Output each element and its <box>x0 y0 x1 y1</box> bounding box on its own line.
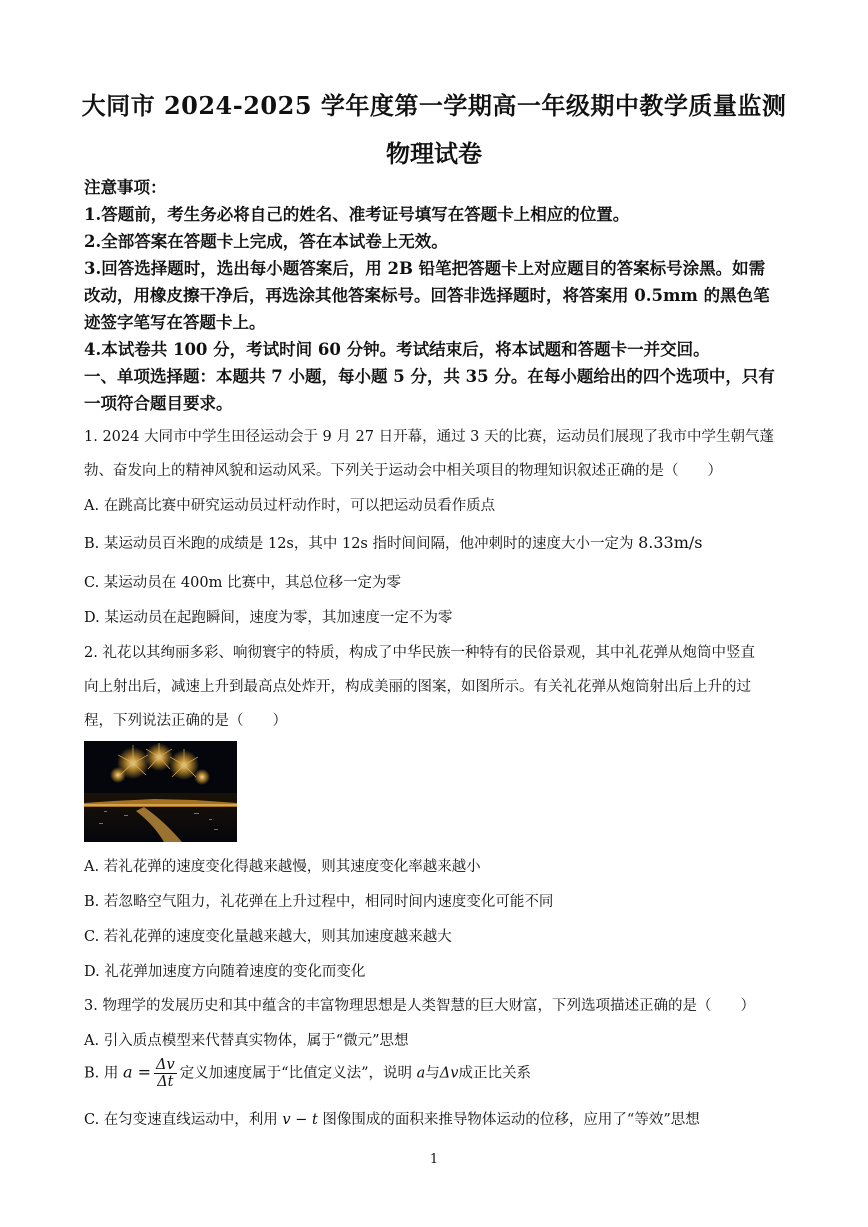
q1-option-b-value: 8.33m/s <box>638 533 703 552</box>
q1-option-c: C. 某运动员在 400m 比赛中，其总位移一定为零 <box>84 575 401 591</box>
q2-option-d: D. 礼花弹加速度方向随着速度的变化而变化 <box>84 964 366 980</box>
q3-option-b <box>84 1057 531 1090</box>
q3-option-b-symbol-a: a <box>416 1065 426 1082</box>
q1-option-b <box>84 532 703 553</box>
fireworks-illustration <box>84 741 237 842</box>
q1-stem-line-1: 1. 2024 大同市中学生田径运动会于 9 月 27 日开幕，通过 3 天的比赛，运动员们展现了我市中学生朝气蓬 <box>84 429 775 445</box>
q1-option-b-text: B. 某运动员百米跑的成绩是 12s，其中 12s 指时间间隔，他冲刺时的速度大小一定为 <box>84 536 634 552</box>
notice-item-3-line-3: 迹签字笔写在答题卡上。 <box>84 313 266 332</box>
section-heading-line-2: 一项符合题目要求。 <box>84 394 233 413</box>
q2-stem-line-1: 2. 礼花以其绚丽多彩、响彻寰宇的特质，构成了中华民族一种特有的民俗景观，其中礼花弹从炮筒中竖直 <box>84 645 755 661</box>
q2-option-b: B. 若忽略空气阻力，礼花弹在上升过程中，相同时间内速度变化可能不同 <box>84 894 554 910</box>
notice-item-2: 2.全部答案在答题卡上完成，答在本试卷上无效。 <box>84 232 448 251</box>
q1-stem-line-2: 勃、奋发向上的精神风貌和运动风采。下列关于运动会中相关项目的物理知识叙述正确的是（ ） <box>84 463 722 479</box>
q1-option-d: D. 某运动员在起跑瞬间，速度为零，其加速度一定不为零 <box>84 610 453 626</box>
q3-option-b-prefix: B. 用 <box>84 1065 119 1082</box>
q3-option-c <box>84 1108 700 1129</box>
q3-option-c-vt: v − t <box>282 1112 318 1128</box>
q3-formula-denominator: Δt <box>157 1074 174 1090</box>
exam-title: 大同市 2024-2025 学年度第一学期高一年级期中教学质量监测 <box>81 91 787 120</box>
q3-stem: 3. 物理学的发展历史和其中蕴含的丰富物理思想是人类智慧的巨大财富，下列选项描述正确的是（ ） <box>84 998 755 1014</box>
notice-item-3-line-2: 改动，用橡皮擦干净后，再选涂其他答案标号。回答非选择题时，将答案用 0.5mm 的黑色笔 <box>84 286 770 305</box>
q3-option-c-prefix: C. 在匀变速直线运动中，利用 <box>84 1112 278 1128</box>
q3-option-b-middle: 定义加速度属于“比值定义法”，说明 <box>179 1065 413 1082</box>
q3-formula-lhs: a = <box>122 1062 152 1082</box>
q2-stem-line-2: 向上射出后，减速上升到最高点处炸开，构成美丽的图案，如图所示。有关礼花弹从炮筒射出后上升的过 <box>84 679 751 695</box>
notice-item-3-line-1: 3.回答选择题时，选出每小题答案后，用 2B 铅笔把答题卡上对应题目的答案标号涂黑。如需 <box>84 259 766 278</box>
q2-option-c: C. 若礼花弹的速度变化量越来越大，则其加速度越来越大 <box>84 929 452 945</box>
q3-formula-fraction <box>154 1057 177 1090</box>
q1-option-a: A. 在跳高比赛中研究运动员过杆动作时，可以把运动员看作质点 <box>84 498 496 514</box>
q2-option-a: A. 若礼花弹的速度变化得越来越慢，则其速度变化率越来越小 <box>84 859 481 875</box>
q2-stem-line-3: 程，下列说法正确的是（ ） <box>84 713 287 729</box>
q3-option-b-suffix: 成正比关系 <box>458 1065 531 1082</box>
exam-subtitle: 物理试卷 <box>386 139 482 168</box>
page-number: 1 <box>429 1152 439 1167</box>
notice-heading: 注意事项： <box>84 178 167 197</box>
q3-option-b-with: 与 <box>425 1065 440 1082</box>
q3-option-a: A. 引入质点模型来代替真实物体，属于“微元”思想 <box>84 1033 409 1049</box>
fireworks-photo <box>84 741 237 842</box>
q3-formula-numerator: Δv <box>156 1057 175 1073</box>
section-heading-line-1: 一、单项选择题：本题共 7 小题，每小题 5 分，共 35 分。在每小题给出的四个选项中，只有 <box>84 367 775 386</box>
notice-item-1: 1.答题前，考生务必将自己的姓名、准考证号填写在答题卡上相应的位置。 <box>84 205 630 224</box>
q3-option-c-suffix: 图像围成的面积来推导物体运动的位移，应用了“等效”思想 <box>322 1112 700 1128</box>
q3-option-b-symbol-dv: Δv <box>439 1065 459 1082</box>
notice-item-4: 4.本试卷共 100 分，考试时间 60 分钟。考试结束后，将本试题和答题卡一并交回。 <box>84 340 710 359</box>
